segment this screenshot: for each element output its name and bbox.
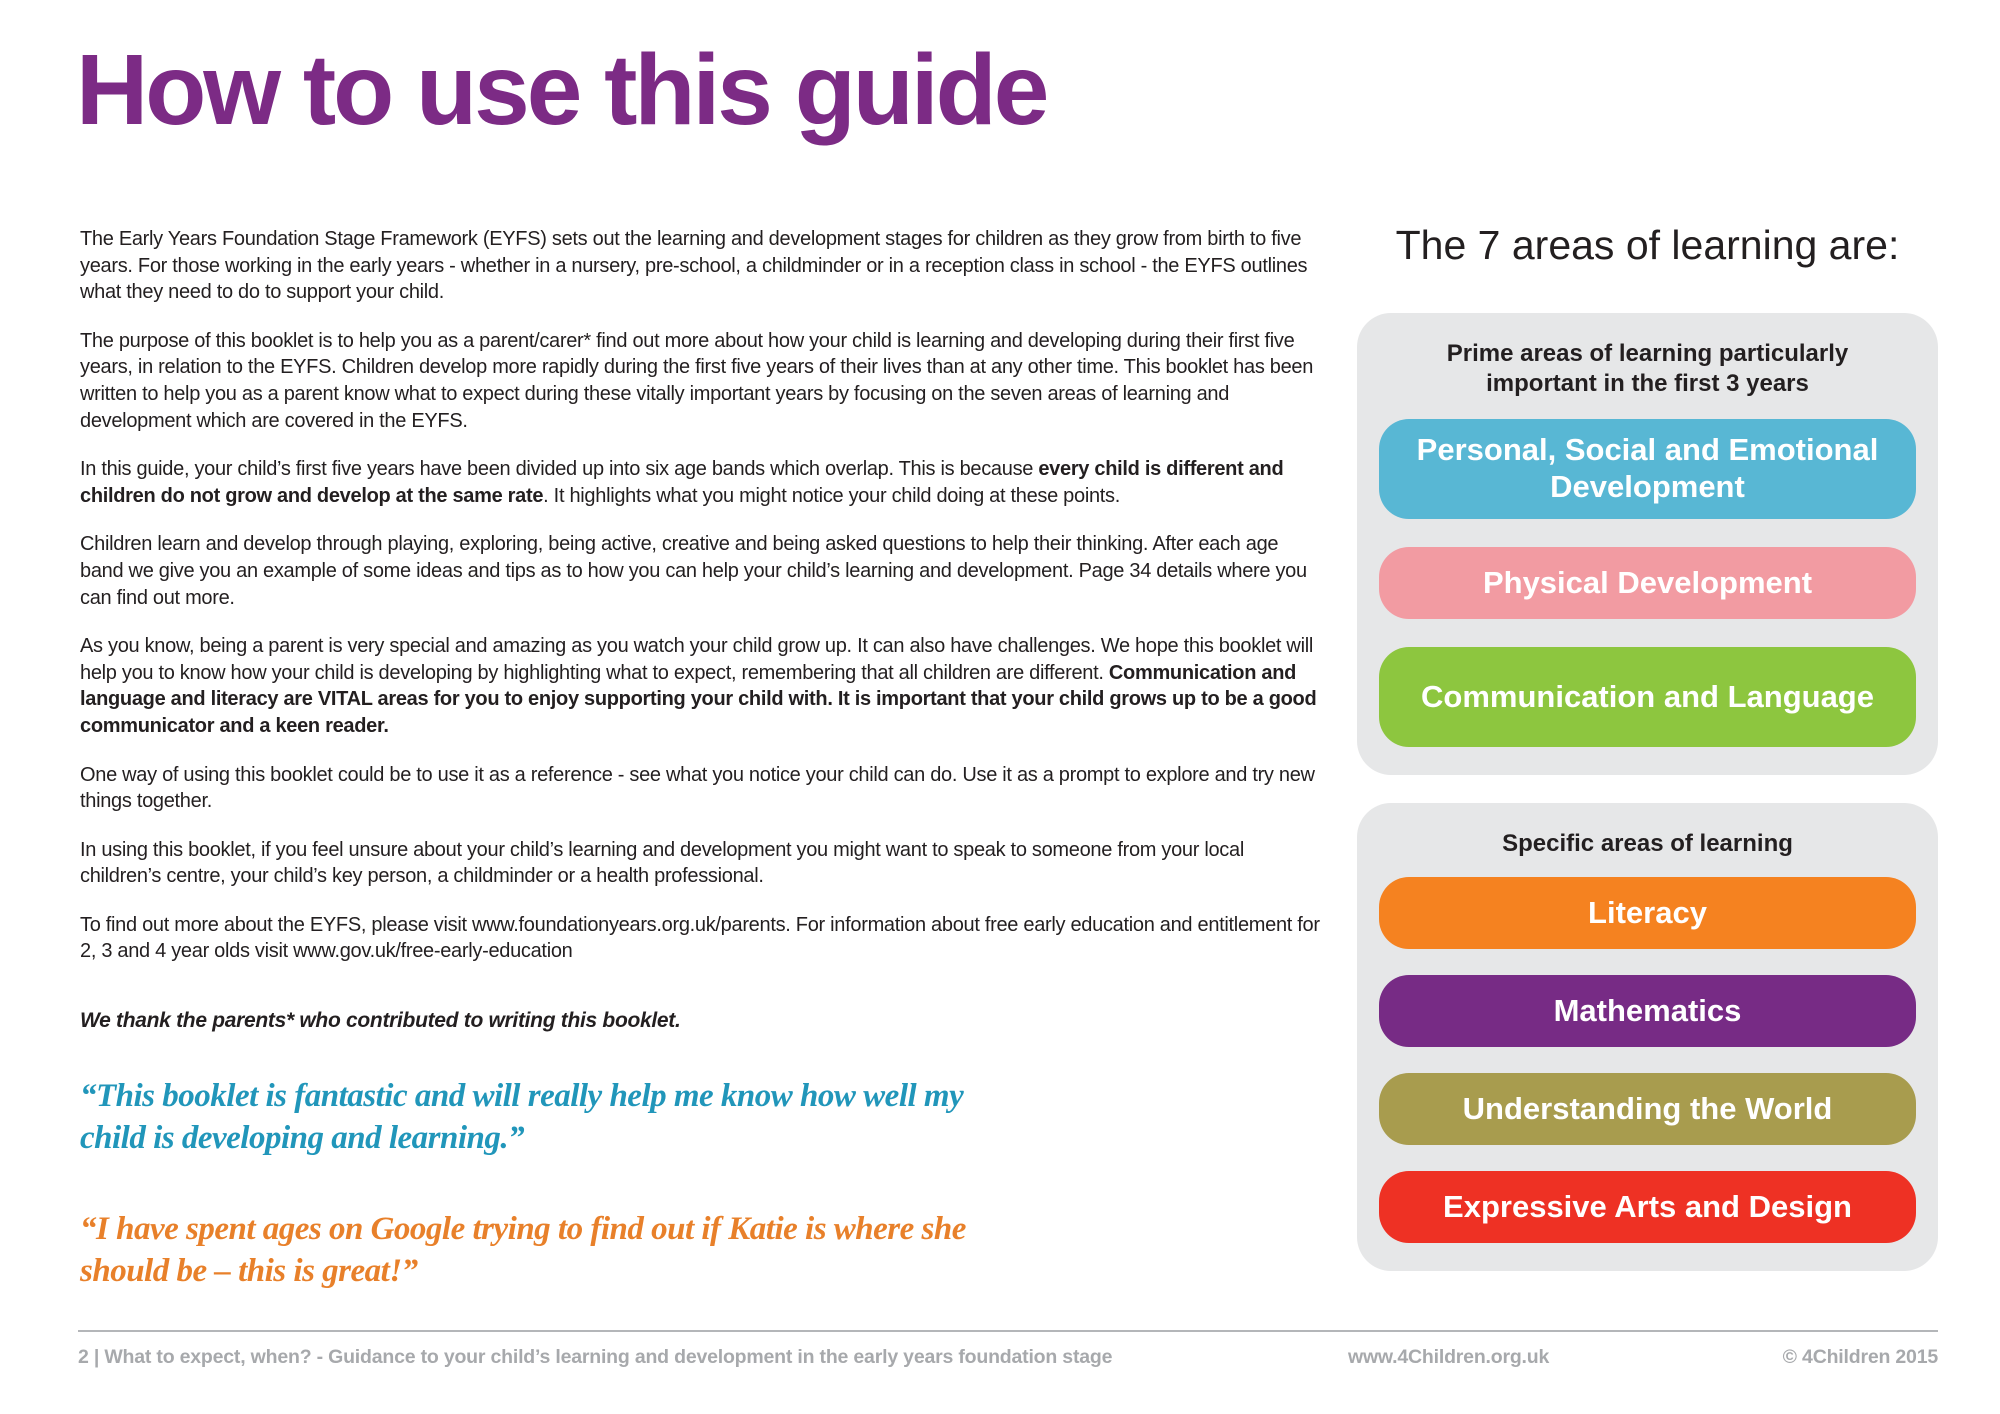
pill-physical-development: Physical Development: [1379, 547, 1916, 619]
body-paragraph: Children learn and develop through playing, exploring, being active, creative and being asked questions to help their thinking. After each age band we give you an example of some ideas and tips as to how you can help your child’s learning and development. Page 34 details where you can find out more.: [80, 533, 1307, 609]
pill-communication-language: Communication and Language: [1379, 647, 1916, 747]
body-paragraph: As you know, being a parent is very special and amazing as you watch your child grow up. It can also have challenges. We hope this booklet will help you to know how your child is developing by highlighting what to expect, remembering that all children are different. Communication and language and literacy are VITAL areas for you to enjoy supporting your child with. It is important that your child grows up to be a good communicator and a keen reader.: [80, 635, 1317, 737]
body-paragraph: The Early Years Foundation Stage Framework (EYFS) sets out the learning and development stages for children as they grow from birth to five years. For those working in the early years - whether in a nursery, pre-school, a childminder or in a reception class in school - the EYFS outlines what they need to do to support your child.: [80, 228, 1308, 304]
footer-website: www.4Children.org.uk: [1348, 1346, 1550, 1368]
page-title: How to use this guide: [76, 34, 1047, 146]
body-paragraph: In using this booklet, if you feel unsure about your child’s learning and development you might want to speak to someone from your local children’s centre, your child’s key person, a childminder or a health professional.: [80, 838, 1244, 888]
pill-expressive-arts-design: Expressive Arts and Design: [1379, 1171, 1916, 1243]
body-paragraph: The purpose of this booklet is to help you as a parent/carer* find out more about how your child is learning and developing during their first five years, in relation to the EYFS. Children develop more rapidly during the first five years of their lives than at any other time. This booklet has been written to help you as a parent know what to expect during these vitally important years by focusing on the seven areas of learning and development which are covered in the EYFS.: [80, 329, 1314, 432]
pill-understanding-world: Understanding the World: [1379, 1073, 1916, 1145]
prime-areas-heading: Prime areas of learning particularly important in the first 3 years: [1446, 340, 1849, 397]
pill-mathematics: Mathematics: [1379, 975, 1916, 1047]
parent-quote-1: “This booklet is fantastic and will really help me know how well my child is developing and learning.”: [80, 1078, 964, 1157]
body-paragraph: To find out more about the EYFS, please visit www.foundationyears.org.uk/parents. For information about free early education and entitlement for 2, 3 and 4 year olds visit www.gov.uk/free-early-education: [80, 913, 1320, 963]
specific-areas-heading: Specific areas of learning: [1502, 830, 1793, 857]
pill-personal-social-emotional: Personal, Social and Emotional Development: [1379, 419, 1916, 519]
page-footer: [78, 1330, 1938, 1369]
body-paragraph: In this guide, your child’s first five years have been divided up into six age bands which overlap. This is because every child is different and children do not grow and develop at the same rate. It highlights what you might notice your child doing at these points.: [80, 458, 1284, 507]
parents-thanks-line: We thank the parents* who contributed to writing this booklet.: [80, 1009, 681, 1033]
body-paragraph: One way of using this booklet could be to use it as a reference - see what you notice your child can do. Use it as a prompt to explore and try new things together.: [80, 763, 1315, 813]
parent-quote-2: “I have spent ages on Google trying to find out if Katie is where she should be – this is great!”: [80, 1210, 966, 1289]
footer-copyright: © 4Children 2015: [1782, 1346, 1938, 1368]
prime-areas-panel: [1357, 313, 1938, 775]
pill-literacy: Literacy: [1379, 877, 1916, 949]
sidebar-heading: The 7 areas of learning are:: [1395, 222, 1900, 268]
body-column: [80, 226, 1320, 1292]
areas-of-learning-sidebar: [1357, 222, 1938, 1271]
footer-page-info: 2 | What to expect, when? - Guidance to your child’s learning and development in the early years foundation stage: [78, 1346, 1113, 1368]
specific-areas-panel: [1357, 803, 1938, 1271]
